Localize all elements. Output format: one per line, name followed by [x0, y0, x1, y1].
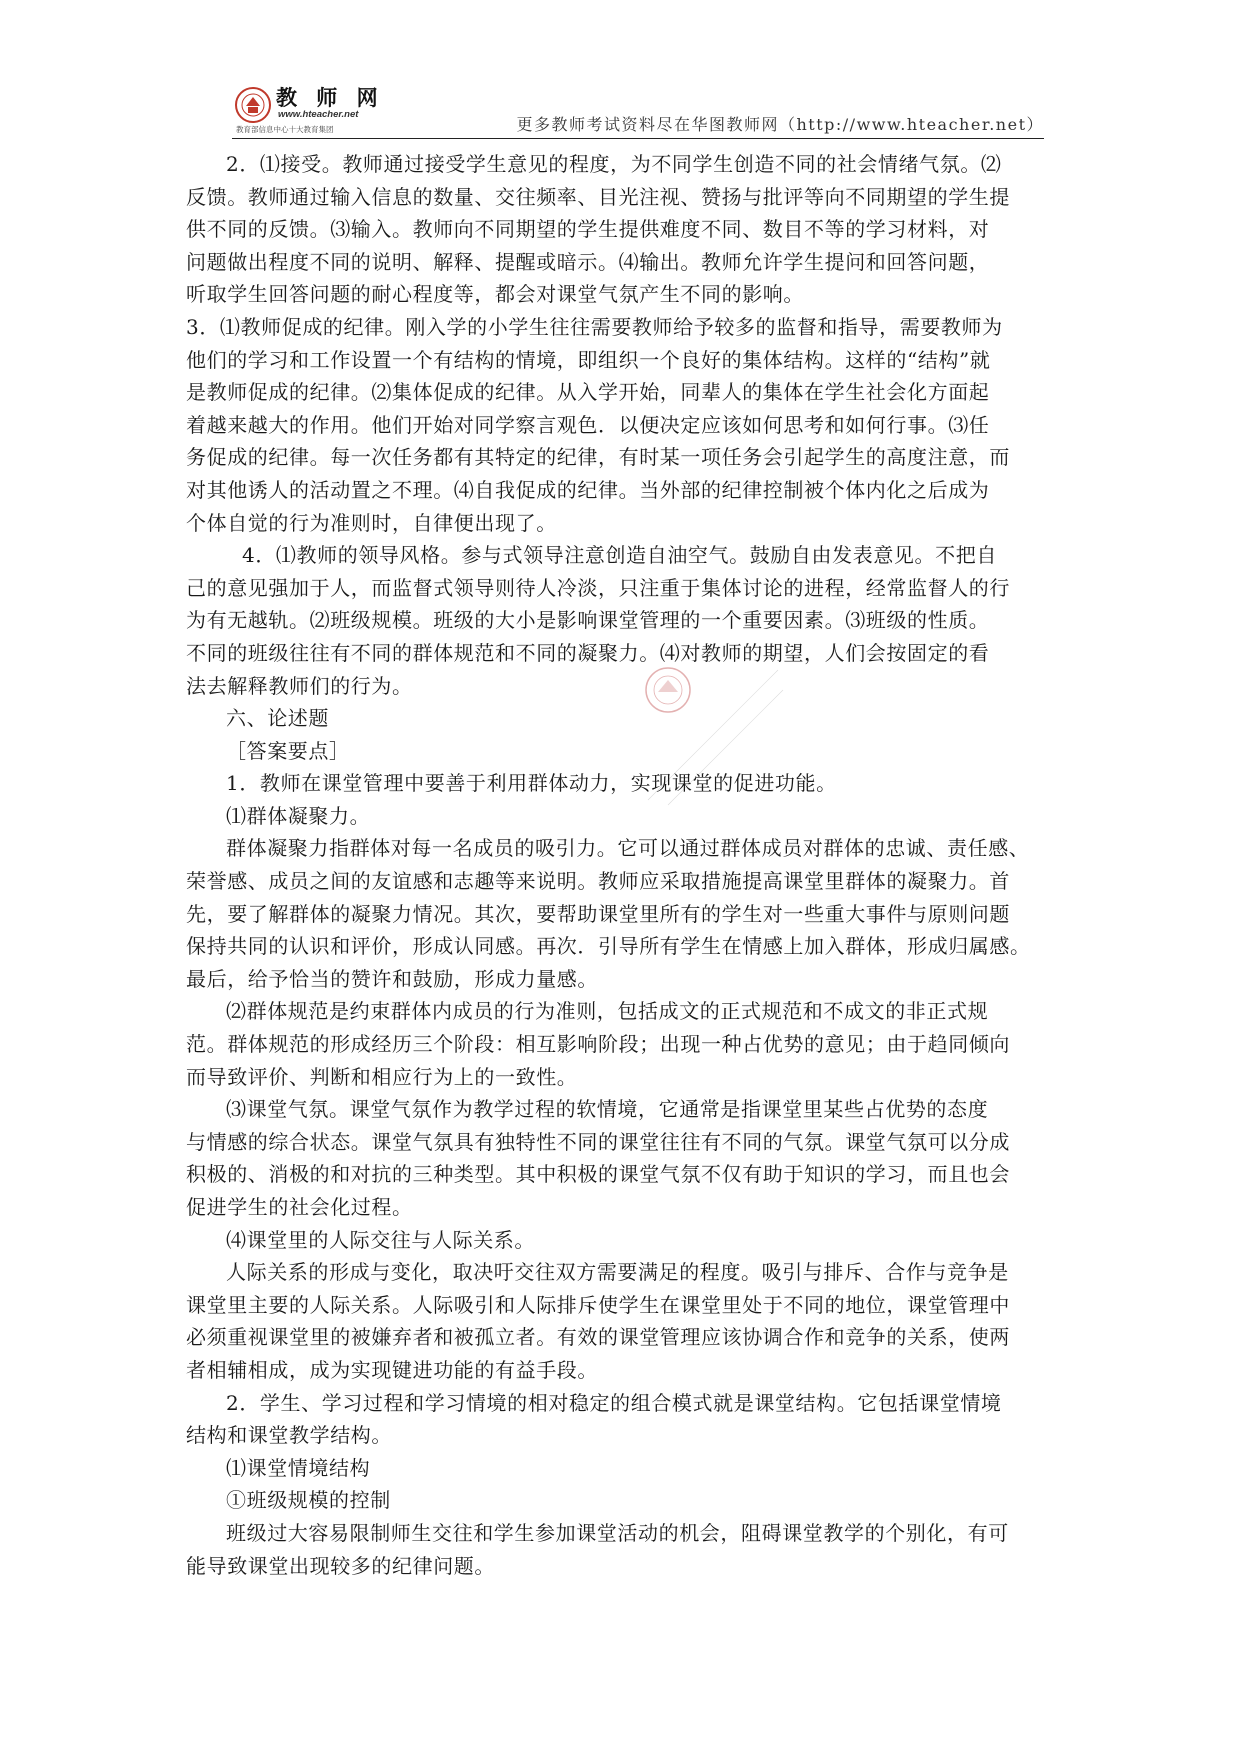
text-line: 听取学生回答问题的耐心程度等，都会对课堂气氛产生不同的影响。 [186, 282, 804, 307]
text-line: 法去解释教师们的行为。 [186, 673, 413, 698]
text-line: 最后，给予恰当的赞许和鼓励，形成力量感。 [186, 966, 598, 991]
text-line: 先，要了解群体的凝聚力情况。其次，要帮助课堂里所有的学生对一些重大事件与原则问题 [186, 901, 1010, 926]
text-line: 供不同的反馈。⑶输入。教师向不同期望的学生提供难度不同、数目不等的学习材料，对 [186, 217, 990, 242]
text-line: 促进学生的社会化过程。 [186, 1195, 413, 1219]
text-line: 课堂里主要的人际关系。人际吸引和人际排斥使学生在课堂里处于不同的地位，课堂管理中 [186, 1292, 1010, 1317]
text-line: ⑴群体凝聚力。 [226, 803, 371, 828]
text-line: ⑷课堂里的人际交往与人际关系。 [226, 1227, 535, 1252]
text-line: 结构和课堂教学结构。 [186, 1423, 392, 1448]
header-slogan: 更多教师考试资料尽在华图教师网（http://www.hteacher.net） [516, 115, 1044, 134]
text-line: 3．⑴教师促成的纪律。刚入学的小学生往往需要教师给予较多的监督和指导，需要教师为 [186, 314, 1003, 339]
text-line: 保持共同的认识和评价，形成认同感。再次．引导所有学生在情感上加入群体，形成归属感。 [186, 934, 1031, 959]
text-line: ⑶课堂气氛。课堂气氛作为教学过程的软情境，它通常是指课堂里某些占优势的态度 [226, 1097, 989, 1122]
text-line: 不同的班级往往有不同的群体规范和不同的凝聚力。⑷对教师的期望，人们会按固定的看 [186, 640, 990, 665]
text-line: 己的意见强加于人，而监督式领导则待人冷淡，只注重于集体讨论的进程，经常监督人的行 [186, 575, 1010, 600]
text-line: ［答案要点］ [226, 738, 350, 763]
text-line: ⑴课堂情境结构 [226, 1455, 371, 1480]
text-line: 反馈。教师通过输入信息的数量、交往频率、目光注视、赞扬与批评等向不同期望的学生提 [186, 184, 1010, 209]
text-line: 他们的学习和工作设置一个有结构的情境，即组织一个良好的集体结构。这样的“结构”就 [186, 347, 991, 372]
logo-url: www.hteacher.net [278, 109, 359, 120]
text-line: 者相辅相成，成为实现键进功能的有益手段。 [186, 1357, 598, 1382]
text-line: 群体凝聚力指群体对每一名成员的吸引力。它可以通过群体成员对群体的忠诚、责任感、 [226, 836, 1030, 861]
logo-title: 教 师 网 [276, 86, 384, 110]
logo-subtitle: 教育部信息中心十大教育集团 [236, 125, 334, 134]
text-line: 积极的、消极的和对抗的三种类型。其中积极的课堂气氛不仅有助于知识的学习，而且也会 [186, 1162, 1010, 1187]
text-line: 荣誉感、成员之间的友谊感和志趣等来说明。教师应采取措施提高课堂里群体的凝聚力。首 [186, 869, 1010, 894]
text-line: 而导致评价、判断和相应行为上的一致性。 [186, 1064, 578, 1089]
text-line: 是教师促成的纪律。⑵集体促成的纪律。从入学开始，同辈人的集体在学生社会化方面起 [186, 380, 990, 405]
logo-seal-icon [234, 86, 272, 124]
text-line: 着越来越大的作用。他们开始对同学察言观色．以便决定应该如何思考和如何行事。⑶任 [186, 412, 990, 437]
text-line: 2．学生、学习过程和学习情境的相对稳定的组合模式就是课堂结构。它包括课堂情境 [226, 1390, 1002, 1415]
text-line: 问题做出程度不同的说明、解释、提醒或暗示。⑷输出。教师允许学生提问和回答问题， [186, 249, 990, 274]
text-line: ①班级规模的控制 [226, 1488, 391, 1513]
text-line: 能导致课堂出现较多的纪律问题。 [186, 1553, 495, 1578]
text-line: 个体自觉的行为准则时，自律便出现了。 [186, 510, 557, 535]
text-line: 4．⑴教师的领导风格。参与式领导注意创造自油空气。鼓励自由发表意见。不把自 [242, 543, 997, 568]
text-line: 2．⑴接受。教师通过接受学生意见的程度，为不同学生创造不同的社会情绪气氛。⑵ [226, 152, 1002, 176]
text-line: 对其他诱人的活动置之不理。⑷自我促成的纪律。当外部的纪律控制被个体内化之后成为 [186, 477, 990, 502]
text-line: 为有无越轨。⑵班级规模。班级的大小是影响课堂管理的一个重要因素。⑶班级的性质。 [186, 608, 990, 633]
document-body [186, 148, 1066, 1582]
text-line: 人际关系的形成与变化，取决吁交往双方需要满足的程度。吸引与排斥、合作与竞争是 [226, 1260, 1009, 1285]
page-header [232, 82, 1044, 139]
text-line: 务促成的纪律。每一次任务都有其特定的纪律，有时某一项任务会引起学生的高度注意，而 [186, 445, 1010, 470]
text-line: 与情感的综合状态。课堂气氛具有独特性不同的课堂往往有不同的气氛。课堂气氛可以分成 [186, 1129, 1010, 1154]
text-line: ⑵群体规范是约束群体内成员的行为准则，包括成文的正式规范和不成文的非正式规 [226, 999, 989, 1024]
text-line: 必须重视课堂里的被嫌弃者和被孤立者。有效的课堂管理应该协调合作和竞争的关系，使两 [186, 1325, 1010, 1350]
text-line: 六、论述题 [226, 706, 329, 731]
text-line: 1．教师在课堂管理中要善于利用群体动力，实现课堂的促进功能。 [226, 771, 837, 796]
text-line: 班级过大容易限制师生交往和学生参加课堂活动的机会，阻碍课堂教学的个别化，有可 [226, 1520, 1009, 1545]
text-line: 范。群体规范的形成经历三个阶段：相互影响阶段；出现一种占优势的意见；由于趋同倾向 [186, 1032, 1010, 1057]
